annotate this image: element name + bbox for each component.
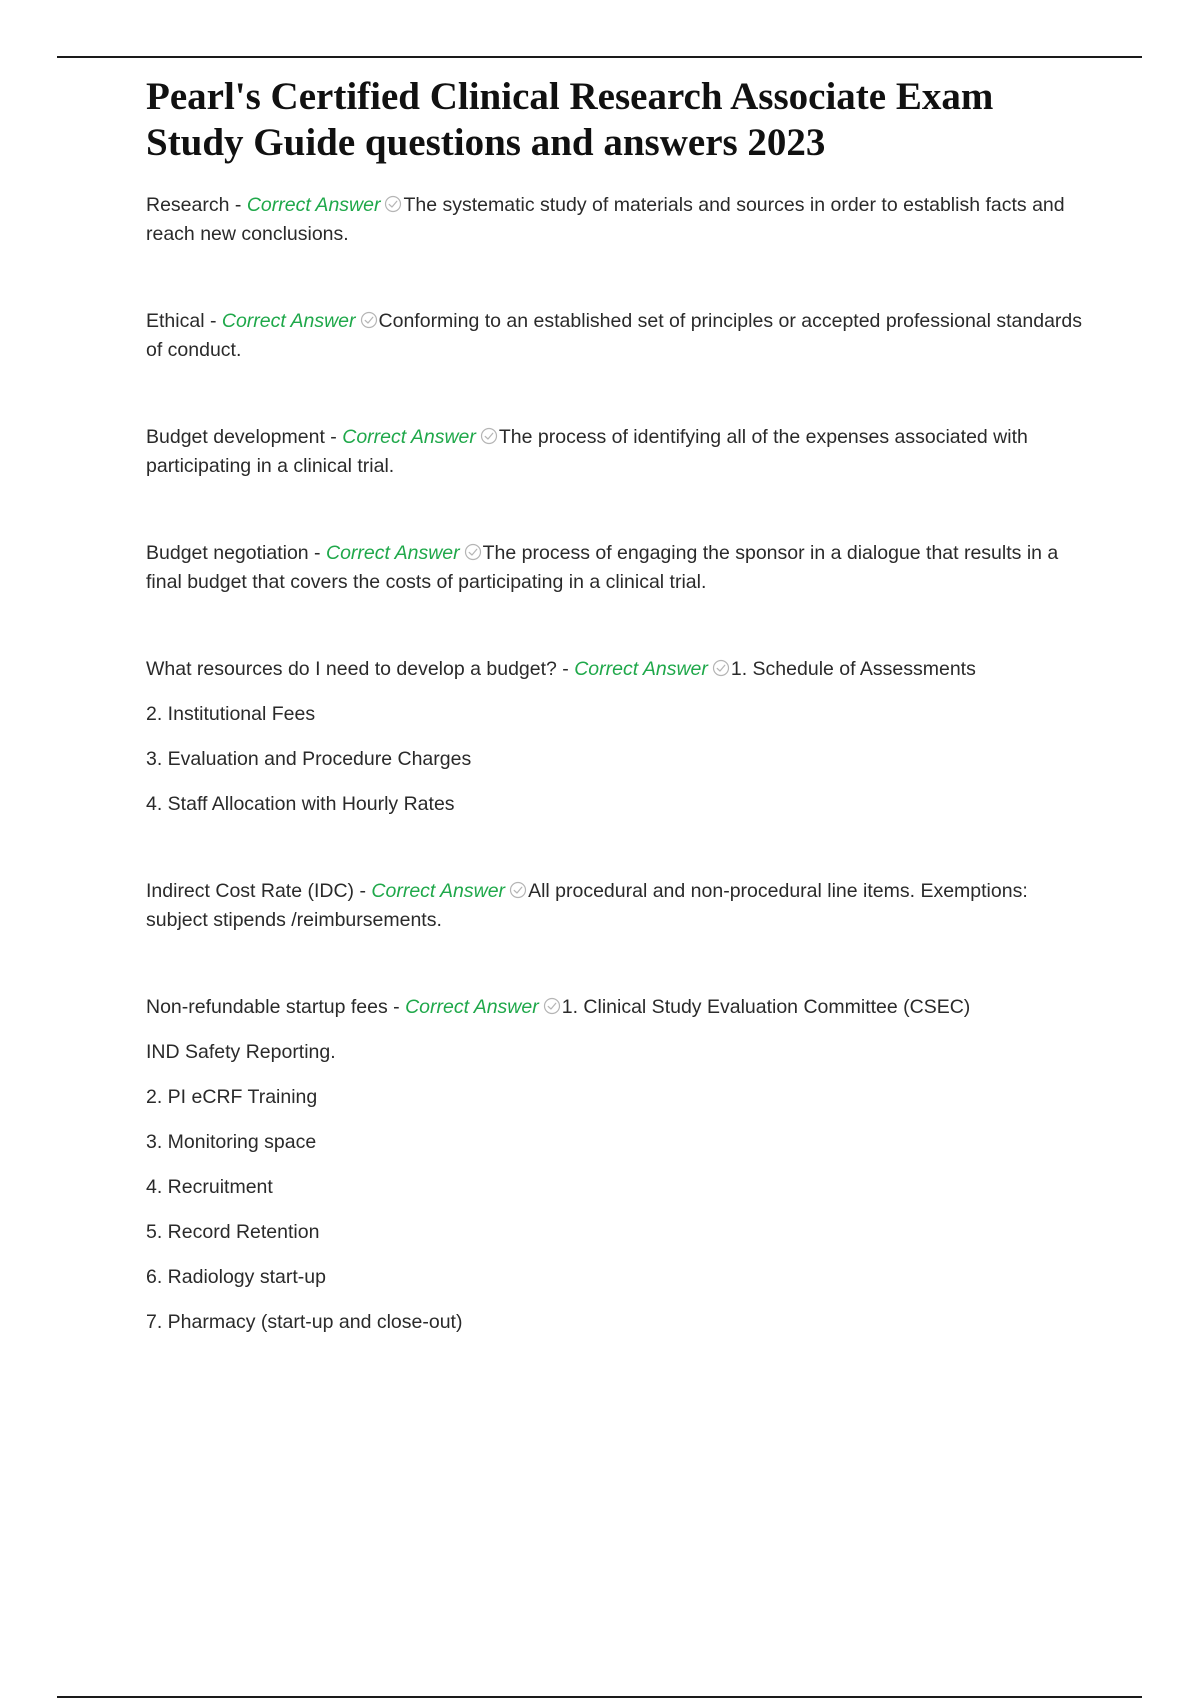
check-circle-icon bbox=[384, 195, 402, 213]
qa-entry bbox=[146, 539, 1091, 597]
qa-line bbox=[146, 877, 1091, 935]
qa-line bbox=[146, 993, 1091, 1022]
correct-answer-label: Correct Answer bbox=[371, 880, 506, 902]
answer-list-item: 5. Record Retention bbox=[146, 1221, 320, 1243]
qa-answer: 1. Schedule of Assessments bbox=[730, 658, 976, 680]
correct-answer-label: Correct Answer bbox=[574, 658, 708, 680]
qa-separator: - bbox=[324, 426, 343, 448]
check-circle-icon bbox=[712, 659, 730, 677]
answer-list-item: 7. Pharmacy (start-up and close-out) bbox=[146, 1311, 463, 1333]
qa-entry bbox=[146, 423, 1091, 481]
qa-term: Budget development bbox=[146, 426, 325, 448]
qa-term: What resources do I need to develop a budget? bbox=[146, 658, 557, 680]
qa-separator: - bbox=[556, 658, 575, 680]
answer-list-item: 4. Recruitment bbox=[146, 1176, 273, 1198]
qa-answer: The systematic study of materials and sources in order to establish facts and reach new conclusions. bbox=[146, 194, 1065, 245]
answer-list-item: 3. Monitoring space bbox=[146, 1131, 317, 1153]
qa-line bbox=[146, 191, 1091, 249]
qa-answer: All procedural and non-procedural line items. Exemptions: subject stipends /reimbursements. bbox=[146, 880, 1028, 931]
answer-list-item: 3. Evaluation and Procedure Charges bbox=[146, 748, 472, 770]
check-circle-icon bbox=[464, 543, 482, 561]
qa-answer: 1. Clinical Study Evaluation Committee (CSEC) bbox=[561, 996, 971, 1018]
document-body bbox=[146, 74, 1091, 1395]
qa-line bbox=[146, 307, 1091, 365]
qa-line bbox=[146, 423, 1091, 481]
qa-separator: - bbox=[229, 194, 247, 216]
answer-list-item: 4. Staff Allocation with Hourly Rates bbox=[146, 793, 455, 815]
qa-answer: The process of identifying all of the expenses associated with participating in a clinical trial. bbox=[146, 426, 1028, 477]
qa-list bbox=[146, 191, 1091, 1337]
correct-answer-label: Correct Answer bbox=[221, 310, 356, 332]
bottom-rule bbox=[57, 1696, 1142, 1698]
answer-list-item: 6. Radiology start-up bbox=[146, 1266, 326, 1288]
document-title: Pearl's Certified Clinical Research Associate Exam Study Guide questions and answers 2023 bbox=[146, 75, 994, 164]
qa-separator: - bbox=[387, 996, 406, 1018]
qa-entry bbox=[146, 191, 1091, 249]
qa-entry bbox=[146, 877, 1091, 935]
correct-answer-label: Correct Answer bbox=[405, 996, 539, 1018]
qa-line bbox=[146, 655, 1091, 684]
check-circle-icon bbox=[509, 881, 527, 899]
correct-answer-label: Correct Answer bbox=[342, 426, 476, 448]
correct-answer-label: Correct Answer bbox=[325, 542, 460, 564]
qa-separator: - bbox=[308, 542, 326, 564]
qa-term: Ethical bbox=[146, 310, 205, 332]
qa-separator: - bbox=[204, 310, 222, 332]
qa-term: Budget negotiation bbox=[146, 542, 309, 564]
qa-answer: Conforming to an established set of principles or accepted professional standards of conduct. bbox=[146, 310, 1083, 361]
qa-term: Non-refundable startup fees bbox=[146, 996, 388, 1018]
qa-entry bbox=[146, 307, 1091, 365]
qa-term: Indirect Cost Rate (IDC) bbox=[146, 880, 355, 902]
qa-line bbox=[146, 539, 1091, 597]
qa-answer: The process of engaging the sponsor in a dialogue that results in a final budget that covers the costs of participating in a clinical trial. bbox=[146, 542, 1059, 593]
qa-entry bbox=[146, 993, 1091, 1337]
check-circle-icon bbox=[543, 997, 561, 1015]
answer-list-item: IND Safety Reporting. bbox=[146, 1041, 336, 1063]
qa-entry bbox=[146, 655, 1091, 819]
check-circle-icon bbox=[360, 311, 378, 329]
check-circle-icon bbox=[480, 427, 498, 445]
answer-list-item: 2. Institutional Fees bbox=[146, 703, 316, 725]
qa-separator: - bbox=[354, 880, 372, 902]
top-rule bbox=[57, 56, 1142, 58]
correct-answer-label: Correct Answer bbox=[246, 194, 381, 216]
answer-list-item: 2. PI eCRF Training bbox=[146, 1086, 318, 1108]
qa-term: Research bbox=[146, 194, 230, 216]
